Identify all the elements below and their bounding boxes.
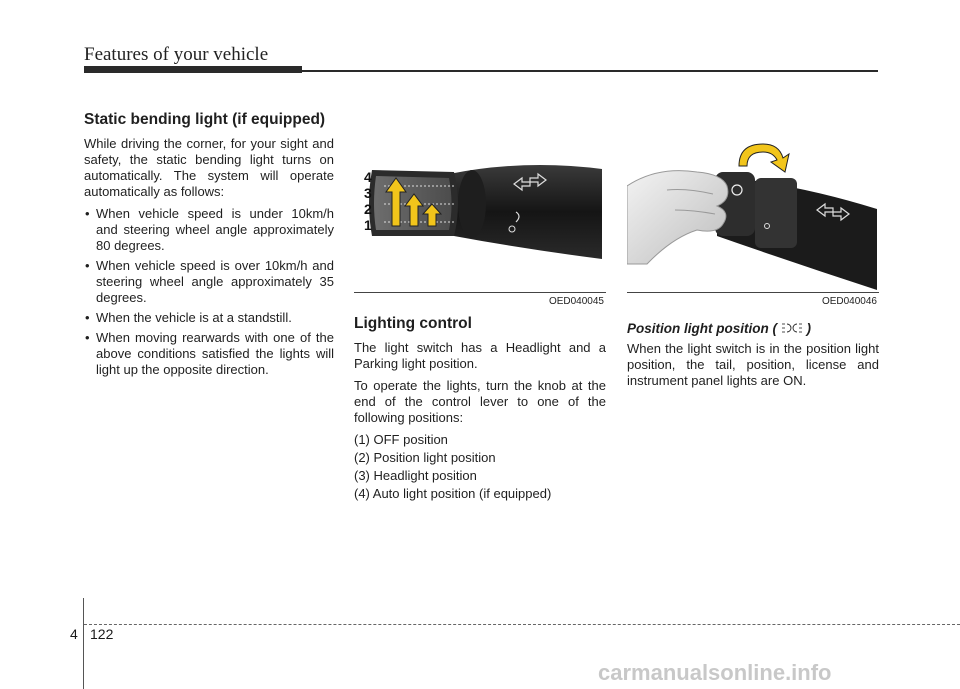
- condition-item: • When the vehicle is at a standstill.: [84, 310, 334, 326]
- switch-position-item: (2) Position light position: [354, 450, 496, 465]
- lighting-control-p2: To operate the lights, turn the knob at the end of the control lever to one of the following positions:: [354, 378, 606, 425]
- switch-position-item: (3) Headlight position: [354, 468, 477, 483]
- footer-rule: [84, 624, 960, 625]
- static-bending-conditions: [84, 206, 334, 378]
- switch-positions-list: [354, 432, 606, 502]
- lighting-control-heading: Lighting control: [354, 315, 472, 332]
- figure-rule: [627, 292, 879, 293]
- figure-code: OED040046: [821, 296, 877, 307]
- figure-code: OED040045: [548, 296, 604, 307]
- position-light-figure: [627, 114, 879, 310]
- hand-turning-knob-illustration: [627, 114, 879, 310]
- position-number-2: 2: [364, 201, 372, 217]
- position-number-3: 3: [364, 185, 372, 201]
- position-light-section: [627, 321, 879, 395]
- position-light-heading-suffix: ): [806, 321, 812, 336]
- footer-divider: [83, 598, 84, 689]
- static-bending-intro: While driving the corner, for your sight and safety, the static bending light turns on automatically. The system will operate automatically as follows:: [84, 136, 334, 199]
- position-light-heading-prefix: Position light position (: [627, 321, 777, 336]
- page-number: 122: [90, 626, 114, 642]
- condition-item: • When moving rearwards with one of the above conditions satisfied the lights will light up the opposite direction.: [84, 330, 334, 378]
- header-rule: [302, 70, 878, 72]
- watermark: carmanualsonline.info: [598, 660, 832, 685]
- position-number-1: 1: [364, 217, 372, 233]
- switch-position-item: (1) OFF position: [354, 432, 448, 447]
- page-header-title: Features of your vehicle: [84, 44, 269, 65]
- lighting-switch-figure: [354, 114, 606, 310]
- lighting-control-section: [354, 316, 606, 504]
- lighting-switch-illustration: [354, 114, 606, 310]
- lighting-control-p1: The light switch has a Headlight and a Parking light position.: [354, 340, 606, 371]
- figure-rule: [354, 292, 606, 293]
- switch-position-item: (4) Auto light position (if equipped): [354, 486, 552, 501]
- header-bar: [84, 66, 302, 73]
- static-bending-heading: Static bending light (if equipped): [84, 111, 326, 128]
- position-light-icon: [781, 322, 803, 334]
- position-light-heading: [627, 321, 879, 337]
- position-light-body: When the light switch is in the position light position, the tail, position, license and instrument panel lights are ON.: [627, 341, 879, 388]
- chapter-number: 4: [70, 626, 78, 642]
- position-number-4: 4: [364, 169, 372, 185]
- condition-item: • When vehicle speed is over 10km/h and steering wheel angle approximately 35 degrees.: [84, 258, 334, 306]
- static-bending-section: [84, 112, 334, 382]
- condition-item: • When vehicle speed is under 10km/h and steering wheel angle approximately 80 degrees.: [84, 206, 334, 254]
